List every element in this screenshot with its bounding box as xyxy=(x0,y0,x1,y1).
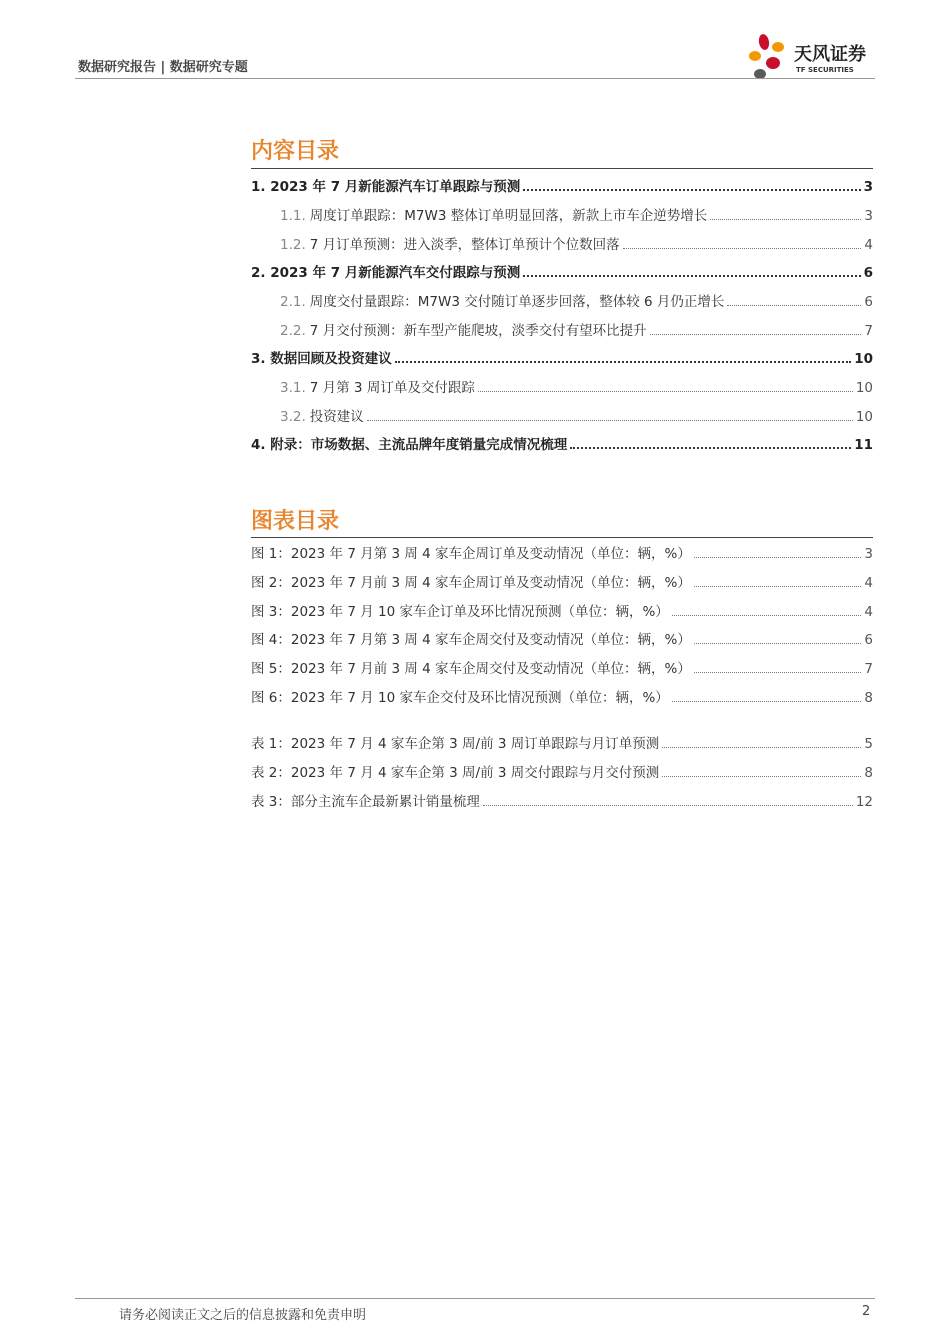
table-item[interactable]: 表 1：2023 年 7 月 4 家车企第 3 周/前 3 周订单跟踪与月订单预测 5 xyxy=(251,736,873,752)
toc-title: 内容目录 xyxy=(251,139,340,164)
toc-item[interactable]: 1.2. 7 月订单预测：进入淡季，整体订单预计个位数回落 4 xyxy=(280,237,873,253)
brand-mark-icon xyxy=(747,30,793,82)
toc-item[interactable]: 3. 数据回顾及投资建议 10 xyxy=(251,351,873,367)
figures-divider xyxy=(251,537,873,538)
toc-item[interactable]: 3.1. 7 月第 3 周订单及交付跟踪 10 xyxy=(280,380,873,396)
brand-name: 天风证券 xyxy=(794,44,866,65)
figure-item[interactable]: 图 4：2023 年 7 月第 3 周 4 家车企周交付及变动情况（单位：辆，%） 6 xyxy=(251,632,873,648)
footer-disclaimer: 请务必阅读正文之后的信息披露和免责申明 xyxy=(119,1308,367,1323)
figures-title: 图表目录 xyxy=(251,509,340,534)
toc-item[interactable]: 2.2. 7 月交付预测：新车型产能爬坡，淡季交付有望环比提升 7 xyxy=(280,323,873,339)
report-category: 数据研究报告 | 数据研究专题 xyxy=(78,60,248,75)
table-item[interactable]: 表 2：2023 年 7 月 4 家车企第 3 周/前 3 周交付跟踪与月交付预测 8 xyxy=(251,765,873,781)
toc-item[interactable]: 3.2. 投资建议 10 xyxy=(280,409,873,425)
toc-item[interactable]: 2. 2023 年 7 月新能源汽车交付跟踪与预测 6 xyxy=(251,265,873,281)
toc-item[interactable]: 1. 2023 年 7 月新能源汽车订单跟踪与预测 3 xyxy=(251,179,873,195)
table-item[interactable]: 表 3：部分主流车企最新累计销量梳理 12 xyxy=(251,794,873,810)
brand-logo xyxy=(747,30,877,82)
figure-item[interactable]: 图 6：2023 年 7 月 10 家车企交付及环比情况预测（单位：辆，%） 8 xyxy=(251,690,873,706)
toc-item[interactable]: 1.1. 周度订单跟踪：M7W3 整体订单明显回落，新款上市车企逆势增长 3 xyxy=(280,208,873,224)
brand-subtitle: TF SECURITIES xyxy=(796,66,854,74)
footer-divider xyxy=(75,1298,875,1299)
figure-item[interactable]: 图 2：2023 年 7 月前 3 周 4 家车企周订单及变动情况（单位：辆，%） 4 xyxy=(251,575,873,591)
toc-item[interactable]: 4. 附录：市场数据、主流品牌年度销量完成情况梳理 11 xyxy=(251,437,873,453)
figure-item[interactable]: 图 3：2023 年 7 月 10 家车企订单及环比情况预测（单位：辆，%） 4 xyxy=(251,604,873,620)
header-divider xyxy=(75,78,875,79)
figure-item[interactable]: 图 1：2023 年 7 月第 3 周 4 家车企周订单及变动情况（单位：辆，%） 3 xyxy=(251,546,873,562)
page-number: 2 xyxy=(862,1304,871,1319)
toc-item[interactable]: 2.1. 周度交付量跟踪：M7W3 交付随订单逐步回落，整体较 6 月仍正增长 6 xyxy=(280,294,873,310)
toc-divider xyxy=(251,168,873,169)
figure-item[interactable]: 图 5：2023 年 7 月前 3 周 4 家车企周交付及变动情况（单位：辆，%） 7 xyxy=(251,661,873,677)
